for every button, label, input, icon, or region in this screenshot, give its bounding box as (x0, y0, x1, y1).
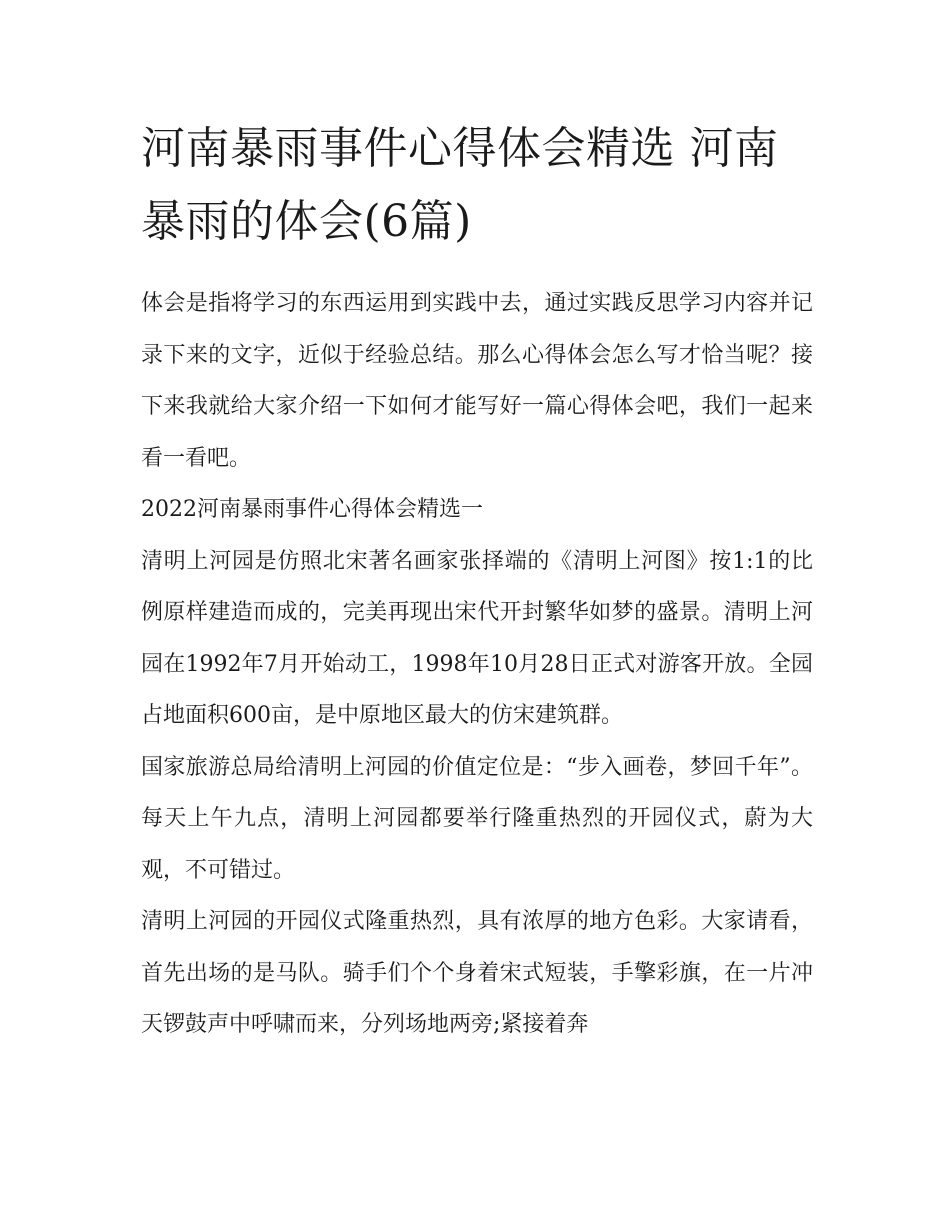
body-paragraph-1: 清明上河园是仿照北宋著名画家张择端的《清明上河图》按1:1的比例原样建造而成的，完美再现出宋代开封繁华如梦的盛景。清明上河园在1992年7月开始动工，1998年10月28日正式对游客开放。全园占地面积600亩，是中原地区最大的仿宋建筑群。 (141, 548, 813, 728)
body-paragraph-2: 国家旅游总局给清明上河园的价值定位是：“步入画卷，梦回千年”。每天上午九点，清明上河园都要举行隆重热烈的开园仪式，蔚为大观，不可错过。 (141, 754, 813, 883)
document-title: 河南暴雨事件心得体会精选 河南暴雨的体会(6篇) (141, 123, 779, 247)
document-page (141, 112, 813, 1051)
body-paragraph-3: 清明上河园的开园仪式隆重热烈，具有浓厚的地方色彩。大家请看，首先出场的是马队。骑手们个个身着宋式短装，手擎彩旗，在一片冲天锣鼓声中呼啸而来，分列场地两旁;紧接着奔 (141, 909, 813, 1037)
section-heading: 2022河南暴雨事件心得体会精选一 (141, 497, 483, 522)
intro-paragraph: 体会是指将学习的东西运用到实践中去，通过实践反思学习内容并记录下来的文字，近似于经验总结。那么心得体会怎么写才恰当呢？接下来我就给大家介绍一下如何才能写好一篇心得体会吧，我们一起来看一看吧。 (141, 291, 813, 471)
